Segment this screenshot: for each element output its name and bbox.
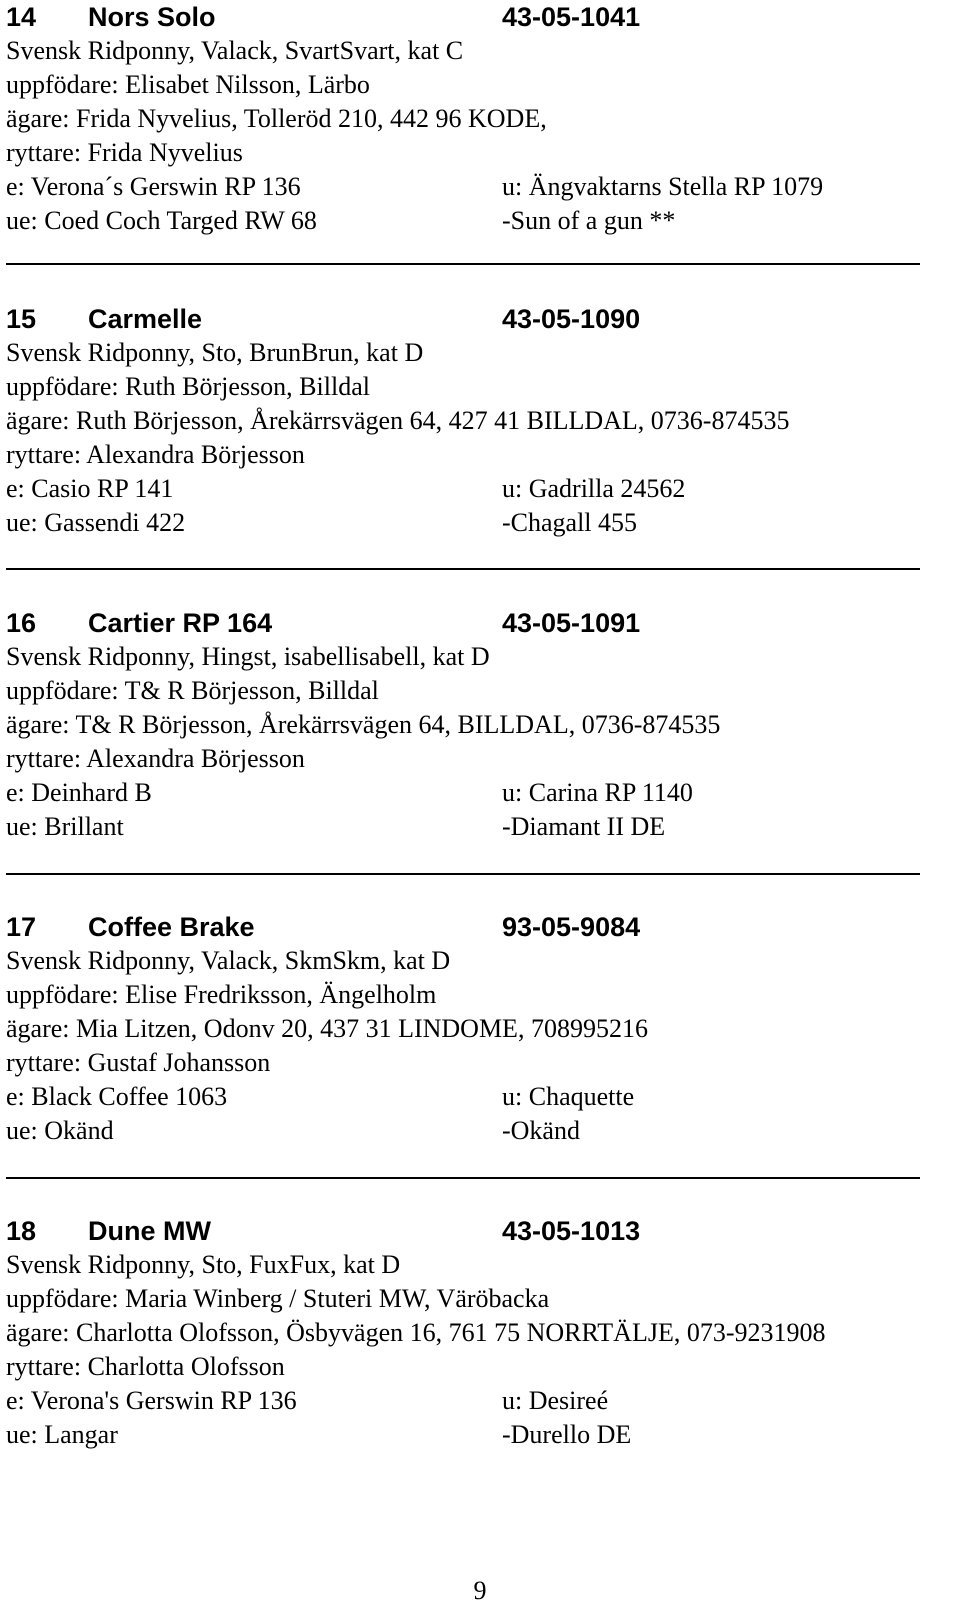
registration-number: 43-05-1013 [502,1216,641,1246]
horse-name: Nors Solo [88,2,216,32]
dam: u: Chaquette [502,1082,635,1111]
dam: u: Desireé [502,1386,609,1415]
entry-divider [6,1177,920,1179]
entry-number: 17 [6,912,37,942]
entry-17 [6,910,946,1148]
rider-line: ryttare: Gustaf Johansson [6,1048,271,1077]
entry-divider [6,568,920,570]
entry-header [6,1214,946,1248]
horse-description: Svensk Ridponny, Sto, BrunBrun, kat D [6,338,424,367]
rider-line: ryttare: Charlotta Olofsson [6,1352,285,1381]
registration-number: 43-05-1041 [502,2,641,32]
owner-line: ägare: Frida Nyvelius, Tolleröd 210, 442 96 KODE, [6,104,547,133]
pedigree-row-2 [6,204,946,238]
owner-line: ägare: Mia Litzen, Odonv 20, 437 31 LINDOME, 708995216 [6,1014,648,1043]
sire: e: Black Coffee 1063 [6,1082,228,1111]
owner-line: ägare: T& R Börjesson, Årekärrsvägen 64, BILLDAL, 0736-874535 [6,710,721,739]
dam: u: Gadrilla 24562 [502,474,686,503]
entry-14 [6,0,946,238]
entry-header [6,606,946,640]
dam-sire: ue: Gassendi 422 [6,508,186,537]
entry-header [6,0,946,34]
owner-line: ägare: Charlotta Olofsson, Ösbyvägen 16, 761 75 NORRTÄLJE, 073-9231908 [6,1318,826,1347]
entry-number: 15 [6,304,37,334]
dam-dam: -Sun of a gun ** [502,206,676,235]
breeder-line: uppfödare: Maria Winberg / Stuteri MW, Väröbacka [6,1284,550,1313]
dam-dam: -Chagall 455 [502,508,638,537]
registration-number: 43-05-1090 [502,304,641,334]
dam-sire: ue: Langar [6,1420,118,1449]
dam: u: Carina RP 1140 [502,778,693,807]
horse-description: Svensk Ridponny, Sto, FuxFux, kat D [6,1250,401,1279]
pedigree-row-1 [6,776,946,810]
dam-sire: ue: Brillant [6,812,124,841]
pedigree-row-2 [6,1418,946,1452]
breeder-line: uppfödare: Elisabet Nilsson, Lärbo [6,70,370,99]
rider-line: ryttare: Alexandra Börjesson [6,744,305,773]
dam-sire: ue: Okänd [6,1116,114,1145]
horse-description: Svensk Ridponny, Hingst, isabellisabell, kat D [6,642,490,671]
registration-number: 93-05-9084 [502,912,641,942]
pedigree-row-1 [6,472,946,506]
dam-sire: ue: Coed Coch Targed RW 68 [6,206,317,235]
horse-name: Dune MW [88,1216,211,1246]
entry-number: 16 [6,608,37,638]
horse-description: Svensk Ridponny, Valack, SvartSvart, kat C [6,36,464,65]
sire: e: Verona´s Gerswin RP 136 [6,172,301,201]
sire: e: Casio RP 141 [6,474,174,503]
pedigree-row-2 [6,810,946,844]
entry-number: 14 [6,2,37,32]
dam-dam: -Diamant II DE [502,812,666,841]
entry-header [6,910,946,944]
registration-number: 43-05-1091 [502,608,641,638]
horse-description: Svensk Ridponny, Valack, SkmSkm, kat D [6,946,451,975]
rider-line: ryttare: Frida Nyvelius [6,138,243,167]
horse-name: Coffee Brake [88,912,255,942]
entry-18 [6,1214,946,1452]
pedigree-row-2 [6,1114,946,1148]
breeder-line: uppfödare: T& R Börjesson, Billdal [6,676,379,705]
owner-line: ägare: Ruth Börjesson, Årekärrsvägen 64, 427 41 BILLDAL, 0736-874535 [6,406,790,435]
breeder-line: uppfödare: Elise Fredriksson, Ängelholm [6,980,437,1009]
page-number: 9 [473,1576,487,1605]
entry-16 [6,606,946,844]
pedigree-row-1 [6,170,946,204]
pedigree-row-1 [6,1080,946,1114]
entry-number: 18 [6,1216,37,1246]
entry-divider [6,263,920,265]
entry-header [6,302,946,336]
sire: e: Deinhard B [6,778,152,807]
dam-dam: -Okänd [502,1116,580,1145]
sire: e: Verona's Gerswin RP 136 [6,1386,297,1415]
entry-15 [6,302,946,540]
pedigree-row-1 [6,1384,946,1418]
pedigree-row-2 [6,506,946,540]
rider-line: ryttare: Alexandra Börjesson [6,440,305,469]
dam-dam: -Durello DE [502,1420,632,1449]
entry-divider [6,873,920,875]
horse-name: Carmelle [88,304,203,334]
dam: u: Ängvaktarns Stella RP 1079 [502,172,824,201]
breeder-line: uppfödare: Ruth Börjesson, Billdal [6,372,370,401]
horse-name: Cartier RP 164 [88,608,273,638]
